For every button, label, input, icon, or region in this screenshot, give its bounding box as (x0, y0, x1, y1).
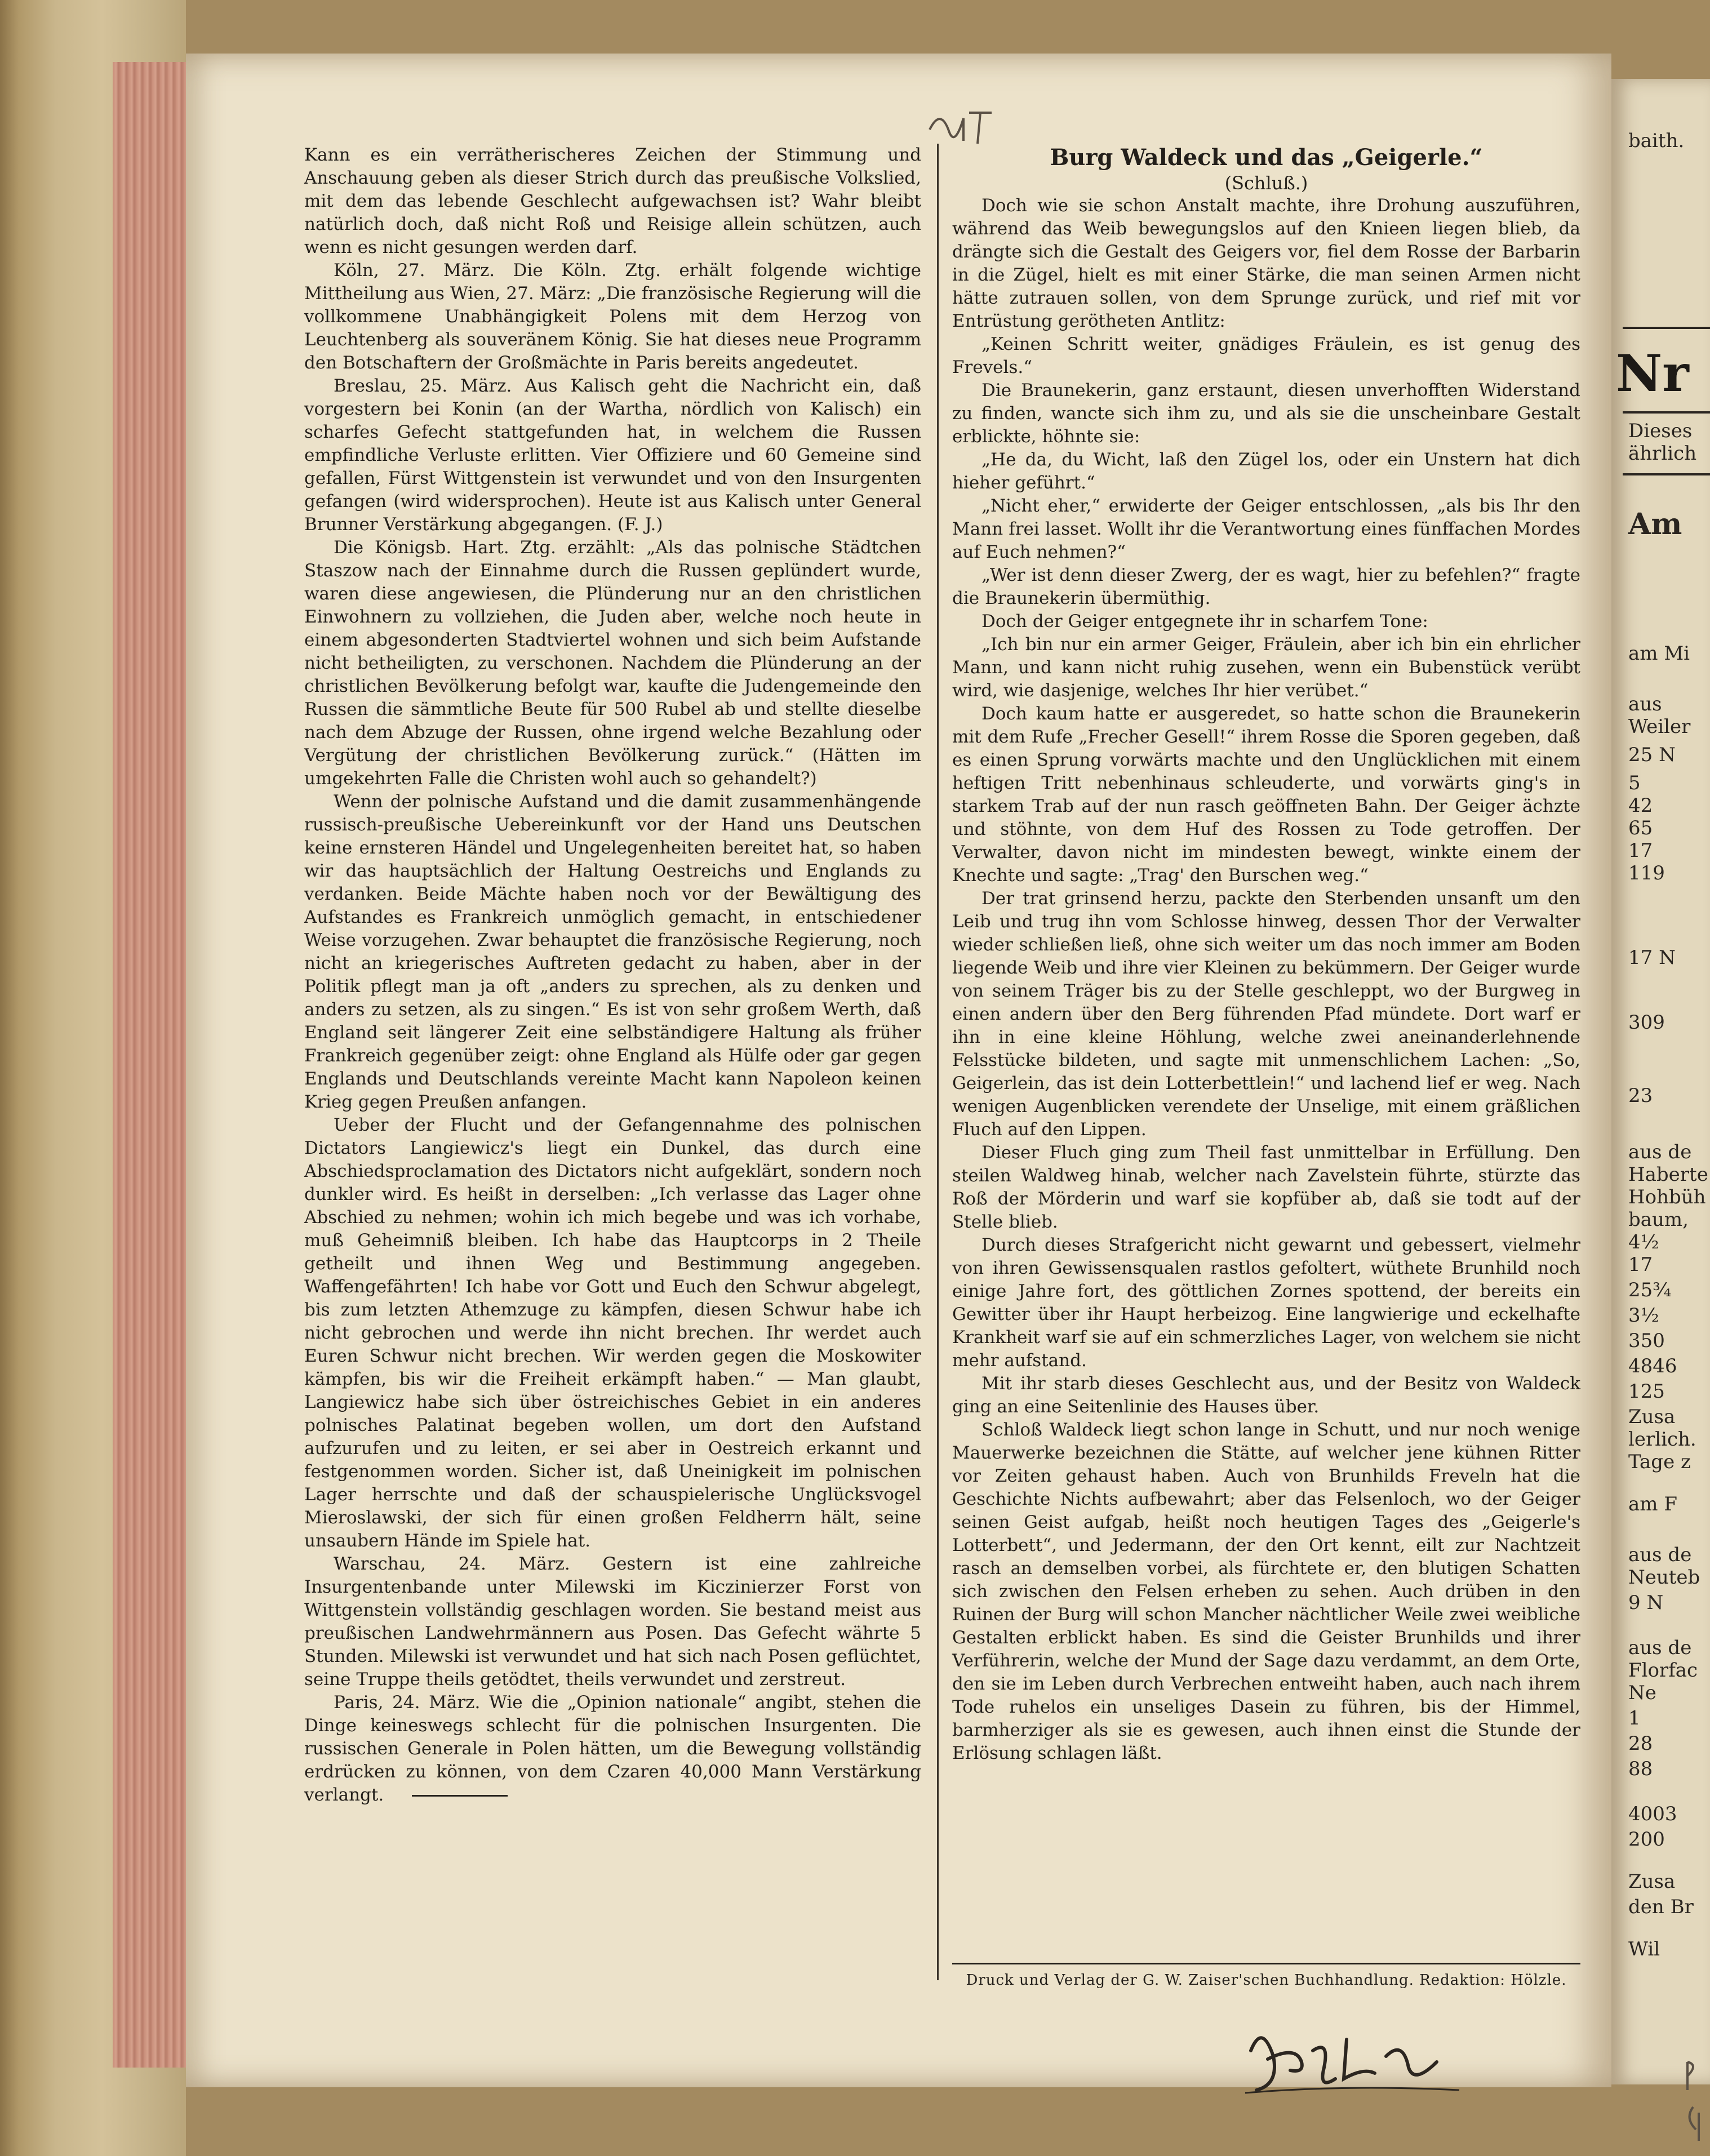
fragment-text: 25 N (1628, 744, 1676, 766)
article-subtitle: (Schluß.) (1224, 172, 1308, 194)
story-paragraph: „He da, du Wicht, laß den Zügel los, oder ein Unstern hat dich hieher geführt.“ (952, 450, 1580, 493)
article-paragraph: Warschau, 24. März. Gestern ist eine zahlreiche Insurgentenbande unter Milewski im Kiczinierzer Forst von Wittgenstein vollständig geschlagen worden. Sie bestand meist aus preußischen Landwehrmännern aus Posen. Das Gefecht währte 5 Stunden. Milewski ist verwundet und hat sich nach Posen geflüchtet, seine Truppe theils getödtet, theils verwundet und zerstreut. (304, 1554, 921, 1690)
fragment-text: am Mi (1628, 642, 1690, 665)
article-paragraph: Breslau, 25. März. Aus Kalisch geht die Nachricht ein, daß vorgestern bei Konin (an der Wartha, nördlich von Kalisch) ein scharfes Gefecht stattgefunden hat, in welchem die Russen empfindliche Verluste erlitten. Vier Offiziere und 60 Gemeine sind gefallen, Fürst Wittgenstein ist verwundet und von den Insurgenten gefangen (wird widersprochen). Heute ist aus Kalisch unter General Brunner Verstärkung abgegangen. (F. J.) (304, 376, 921, 535)
story-paragraph: „Keinen Schritt weiter, gnädiges Fräulein, es ist genug des Frevels.“ (952, 334, 1580, 377)
story-paragraph: „Wer ist denn dieser Zwerg, der es wagt, hier zu befehlen?“ fragte die Braunekerin übermüthig. (952, 565, 1580, 608)
fragment-text: baum, (1628, 1208, 1689, 1231)
fragment-text: 200 (1628, 1828, 1665, 1851)
fragment-text: Haberte (1628, 1163, 1708, 1186)
fragment-heading: Nr (1616, 344, 1689, 403)
story-paragraph: Doch kaum hatte er ausgeredet, so hatte schon die Braunekerin mit dem Rufe „Frecher Gesell!“ ihrem Rosse die Sporen gegeben, daß es einen Sprung vorwärts machte und den Unglücklichen mit einem heftigen Tritt nebenhinaus schleuderte, und vorwärts ging's in starkem Trab auf der nun rasch geöffneten Bahn. Der Geiger ächzte und stöhnte, von dem Huf des Rossen zu Tode getroffen. Der Verwalter, davon nicht im mindesten bewegt, winkte einem der Knechte und sagte: „Trag' den Burschen weg.“ (952, 704, 1580, 886)
fragment-text: Weiler (1628, 715, 1691, 738)
handwritten-signature (1234, 2017, 1471, 2101)
page-stack-edge (113, 62, 193, 2068)
story-paragraph: Doch der Geiger entgegnete ihr in scharfem Tone: (981, 611, 1428, 632)
article-paragraph: Wenn der polnische Aufstand und die damit zusammenhängende russisch-preußische Uebereinkunft vor der Hand uns Deutschen keine ernsteren Händel und Ungelegenheiten bereitet hat, so haben wir das hauptsächlich der Haltung Oestreichs und Englands zu verdanken. Beide Mächte haben noch vor der Bewältigung des Aufstandes es Frankreich unmöglich gemacht, in entschiedener Weise vorzugehen. Zwar behauptet die französische Regierung, noch nicht an kriegerisches Auftreten gedacht zu haben, aber in der Politik pflegt man ja oft „anders zu sprechen, als zu denken und anders zu setzen, als zu singen.“ Es ist von sehr großem Werth, daß England seit längerer Zeit eine selbständigere Haltung als früher Frankreich gegenüber zeigt: ohne England als Hülfe oder gar gegen Englands und Deutschlands vereinte Macht kann Napoleon keinen Krieg gegen Preußen anfangen. (304, 792, 921, 1112)
story-paragraph: Der trat grinsend herzu, packte den Sterbenden unsanft um den Leib und trug ihn vom Schlosse hinweg, dessen Thor der Verwalter wieder schließen ließ, ohne sich weiter um das noch immer am Boden liegende Weib und ihre vier Kleinen zu bekümmern. Der Geiger wurde von seinem Träger bis zu der Stelle geschleppt, wo der Burgweg in einen andern über den Berg führenden Pfad mündete. Dort warf er ihn in eine kleine Höhlung, welche zwei aneinanderlehnende Felsstücke bildeten, und sagte mit unmenschlichem Lachen: „So, Geigerlein, das ist dein Lotterbettlein!“ und lachend lief er weg. Nach wenigen Augenblicken verendete der Unselige, mit einem gräßlichen Fluch auf den Lippen. (952, 888, 1580, 1140)
fragment-text: 9 N (1628, 1592, 1664, 1614)
story-paragraph: Doch wie sie schon Anstalt machte, ihre Drohung auszuführen, während das Weib bewegungslos auf den Knieen liegen blieb, da drängte sich die Gestalt des Geigers vor, fiel dem Rosse der Barbarin in die Zügel, hielt es mit einer Stärke, die man seinen Armen nicht hätte zutrauen sollen, von dem Sprunge zurück, und rief mit vor Entrüstung gerötheten Antlitz: (952, 195, 1580, 331)
fragment-text: 88 (1628, 1758, 1653, 1780)
article-paragraph: Köln, 27. März. Die Köln. Ztg. erhält folgende wichtige Mittheilung aus Wien, 27. März: „Die französische Regierung will die vollkommene Unabhängigkeit Polens mit dem Herzog von Leuchtenberg als souveränem König. Sie hat dieses neue Programm den Botschaftern der Großmächte in Paris bereits angedeutet. (304, 260, 921, 373)
fragment-text: aus de (1628, 1141, 1692, 1163)
fragment-text: 3½ (1628, 1304, 1659, 1327)
fragment-text: aus de (1628, 1637, 1692, 1659)
fragment-text: lerlich. (1628, 1428, 1696, 1451)
story-paragraph: „Nicht eher,“ erwiderte der Geiger entschlossen, „als bis Ihr den Mann frei lasset. Wollt ihr die Verantwortung eines fünffachen Mordes auf Euch nehmen?“ (952, 496, 1580, 562)
imprint-rule (952, 1963, 1580, 1964)
story-paragraph: Schloß Waldeck liegt schon lange in Schutt, und nur noch wenige Mauerwerke bezeichnen die Stätte, auf welcher jene kühnen Ritter vor Zeiten gehaust haben. Auch von Brunhilds Freveln hat die Geschichte Nichts aufbewahrt; aber das Felsenloch, wo der Geiger seinen Geist aufgab, heißt noch heutigen Tages des „Geigerle's Lotterbett“, und Jedermann, der den Ort kennt, eilt zur Nachtzeit rasch an demselben vorbei, als fürchtete er, den blutigen Schatten sich zwischen den Felsen erheben zu sehen. Auch drüben in den Ruinen der Burg will schon Mancher nächtlicher Weile zwei weibliche Gestalten erblickt haben. Es sind die Geister Brunhilds und ihrer Verführerin, welche der Mund der Sage dazu verdammt, an dem Orte, den sie im Leben durch Verbrechen entweiht haben, auch nach ihrem Tode ruhelos ein unseliges Dasein zu führen, bis der Himmel, barmherziger als sie es gewesen, auch ihnen einst die Stunde der Erlösung schlagen läßt. (952, 1420, 1580, 1763)
fragment-text: Ne (1628, 1682, 1656, 1704)
fragment-text: Wil (1628, 1938, 1660, 1961)
fragment-text: 17 (1628, 1253, 1653, 1276)
story-paragraph: „Ich bin nur ein armer Geiger, Fräulein, aber ich bin ein ehrlicher Mann, und kann nicht ruhig zusehen, wenn ein Bubenstück verübt wird, wie dasjenige, welches Ihr hier verübet.“ (952, 634, 1580, 701)
fragment-rule (1623, 411, 1710, 414)
fragment-text: am F (1628, 1493, 1677, 1515)
fragment-text: Dieses (1628, 420, 1693, 442)
fragment-text: Hohbüh (1628, 1186, 1706, 1208)
fragment-heading: Am (1628, 507, 1682, 541)
story-paragraph: Die Braunekerin, ganz erstaunt, diesen unverhofften Widerstand zu finden, wancte sich ihm zu, und als sie die unscheinbare Gestalt erblickte, höhnte sie: (952, 380, 1580, 447)
fragment-rule (1623, 473, 1710, 475)
fragment-text: aus de (1628, 1544, 1692, 1566)
fragment-text: 23 (1628, 1084, 1653, 1107)
fragment-text: 65 (1628, 817, 1653, 839)
fragment-text: Zusa (1628, 1406, 1676, 1428)
adjacent-page-fragment (1611, 79, 1710, 2084)
fragment-text: 17 N (1628, 946, 1676, 969)
fragment-text: 125 (1628, 1380, 1665, 1403)
fragment-text: 28 (1628, 1732, 1653, 1755)
story-paragraph: Durch dieses Strafgericht nicht gewarnt und gebessert, vielmehr von ihren Gewissensqualen rastlos gefoltert, wüthete Brunhild noch einige Jahre fort, des göttlichen Zornes spottend, der bereits ein Gewitter über ihr Haupt herbeizog. Eine langwierige und eckelhafte Krankheit warf sie auf ein schmerzliches Lager, von welchem sie nicht mehr aufstand. (952, 1235, 1580, 1371)
imprint-line: Druck und Verlag der G. W. Zaiser'schen Buchhandlung. Redaktion: Hölzle. (966, 1972, 1567, 1989)
column-divider (937, 144, 939, 1980)
fragment-text: den Br (1628, 1896, 1694, 1918)
article-title: Burg Waldeck und das „Geigerle.“ (1050, 144, 1483, 171)
fragment-text: 119 (1628, 862, 1665, 884)
left-column (304, 144, 921, 1807)
fragment-text: Florfac (1628, 1659, 1698, 1682)
article-paragraph (304, 1691, 921, 1807)
fragment-text: aus (1628, 693, 1662, 715)
fragment-text: 350 (1628, 1330, 1665, 1352)
article-paragraph-text: Paris, 24. März. Wie die „Opinion nationale“ angibt, stehen die Dinge keineswegs schlecht für die polnischen Insurgenten. Die russischen Generale in Polen hätten, um die Bewegung vollständig erdrücken zu können, von dem Czaren 40,000 Mann Verstärkung verlangt. (304, 1692, 921, 1805)
fragment-text: Tage z (1628, 1451, 1691, 1473)
fragment-text: 42 (1628, 794, 1653, 817)
fragment-text: 5 (1628, 772, 1641, 794)
pencil-margin-note (1682, 2051, 1710, 2146)
fragment-text: 17 (1628, 839, 1653, 862)
story-paragraph: Mit ihr starb dieses Geschlecht aus, und der Besitz von Waldeck ging an eine Seitenlinie des Hauses über. (952, 1373, 1580, 1417)
fragment-text: 25¾ (1628, 1279, 1672, 1301)
fragment-text: Zusa (1628, 1870, 1676, 1893)
article-paragraph: Die Königsb. Hart. Ztg. erzählt: „Als das polnische Städtchen Staszow nach der Einnahme durch die Russen geplündert wurde, waren diese angewiesen, die Plünderung nur an den christlichen Einwohnern zu vollziehen, die Juden aber, welche noch heute in einem abgesonderten Stadtviertel wohnen und sich beim Aufstande nicht betheiligten, zu verschonen. Nachdem die Plünderung an der christlichen Bevölkerung befolgt war, kaufte die Judengemeinde den Russen die sämmtliche Beute für 500 Rubel ab und stellte dieselbe nach dem Abzuge der Russen, ohne irgend welche Bezahlung oder Vergütung der christlichen Bevölkerung zurück.“ (Hätten im umgekehrten Falle die Christen wohl auch so gehandelt?) (304, 537, 921, 789)
article-paragraph: Ueber der Flucht und der Gefangennahme des polnischen Dictators Langiewicz's liegt ein Dunkel, das durch eine Abschiedsproclamation des Dictators nicht aufgeklärt, sondern noch dunkler wird. Es heißt in derselben: „Ich verlasse das Lager ohne Abschied zu nehmen; wohin ich mich begebe und was ich vorhabe, muß Geheimniß bleiben. Ich habe das Hauptcorps in 2 Theile getheilt und ihnen Weg und Bestimmung angegeben. Waffengefährten! Ich habe vor Gott und Euch den Schwur abgelegt, bis zum letzten Athemzuge zu kämpfen, diesen Schwur habe ich nicht gebrochen und werde ihn nicht brechen. Ihr werdet auch Euren Schwur nicht brechen. Wir werden gegen die Moskowiter kämpfen, bis wir die Freiheit erkämpft haben.“ — Man glaubt, Langiewicz habe sich über östreichisches Gebiet in ein anderes polnisches Palatinat begeben wollen, um dort den Aufstand aufzurufen und zu leiten, er sei aber in Oestreich erkannt und festgenommen worden. Sicher ist, daß Uneinigkeit im polnischen Lager herrschte und daß der schauspielerische Unglücksvogel Mieroslawski, der sich für einen großen Feldherrn hält, seine unsaubern Hände im Spiele hat. (304, 1115, 921, 1551)
fragment-text: ährlich (1628, 442, 1697, 465)
story-paragraph: Dieser Fluch ging zum Theil fast unmittelbar in Erfüllung. Den steilen Waldweg hinab, welcher nach Zavelstein führte, stürzte das Roß der Mörderin und warf sie kopfüber ab, daß sie todt auf der Stelle blieb. (952, 1143, 1580, 1232)
fragment-text: 309 (1628, 1011, 1665, 1034)
right-column (952, 144, 1580, 1765)
article-paragraph: Kann es ein verrätherischeres Zeichen der Stimmung und Anschauung geben als dieser Strich durch das preußische Volkslied, mit dem das lebende Geschlecht aufgewachsen ist? Wahr bleibt natürlich doch, daß nicht Roß und Reisige allein schützen, auch wenn es nicht gesungen werden darf. (304, 145, 921, 257)
fragment-text: 4003 (1628, 1803, 1677, 1825)
fragment-text: 4½ (1628, 1231, 1659, 1253)
fragment-text: Neuteb (1628, 1566, 1700, 1589)
fragment-text: 4846 (1628, 1355, 1677, 1377)
fragment-text: 1 (1628, 1707, 1641, 1730)
fragment-text: baith. (1628, 130, 1685, 152)
fragment-rule (1623, 327, 1710, 329)
end-rule (412, 1795, 508, 1797)
